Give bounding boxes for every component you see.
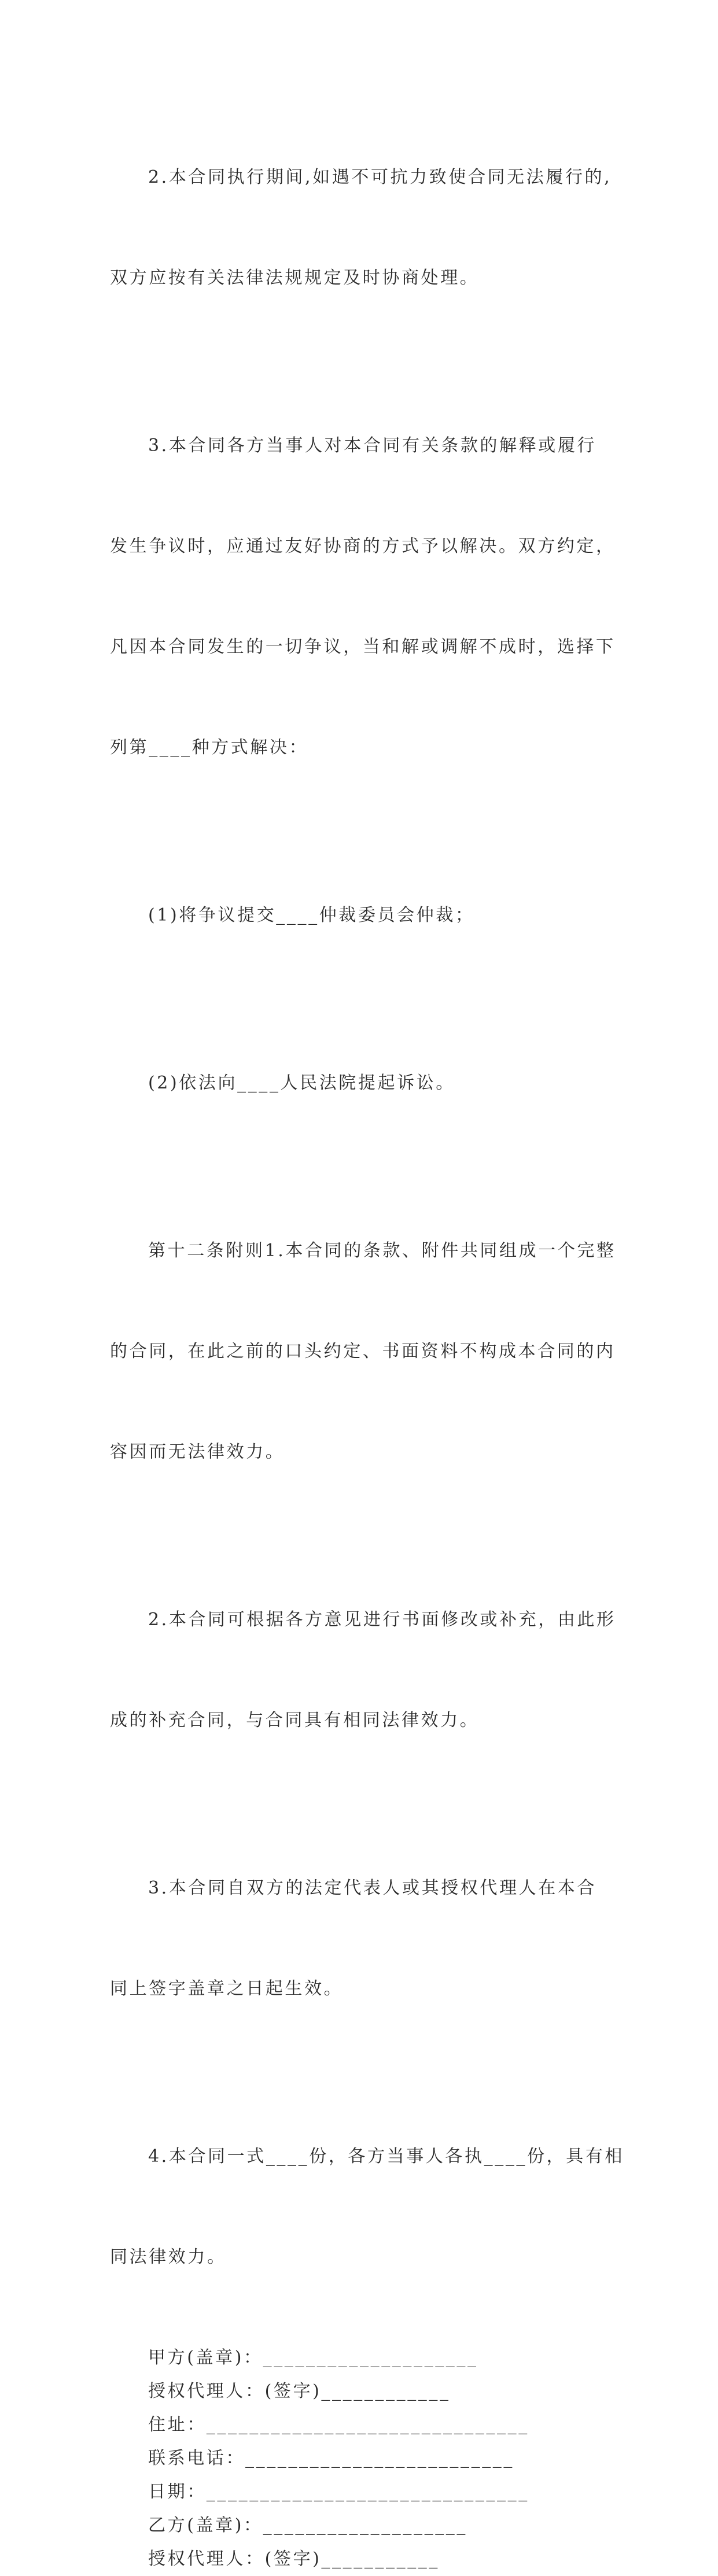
address-field[interactable]: 住址：______________________________: [148, 2415, 529, 2435]
text-line: 的合同，在此之前的口头约定、书面资料不构成本合同的内: [110, 1341, 616, 1361]
text-line: 2.本合同可根据各方意见进行书面修改或补充，由此形: [148, 1610, 616, 1630]
text-line: 同法律效力。: [110, 2247, 227, 2267]
clause-force-majeure: [110, 94, 622, 362]
clause-copies: [110, 2073, 625, 2341]
text-line: 列第____种方式解决：: [110, 737, 309, 758]
text-line: 4.本合同一式____份，各方当事人各执____份，具有相: [148, 2146, 625, 2167]
option-litigation: [110, 999, 622, 1167]
text-line: 凡因本合同发生的一切争议，当和解或调解不成时，选择下: [110, 637, 616, 657]
text-line: (1)将争议提交____仲裁委员会仲裁；: [148, 905, 475, 925]
text-line: 3.本合同各方当事人对本合同有关条款的解释或履行: [148, 436, 597, 456]
party-a-agent-signature-field[interactable]: 授权代理人：(签字)____________: [148, 2381, 451, 2401]
text-line: 第十二条附则1.本合同的条款、附件共同组成一个完整: [148, 1241, 616, 1261]
text-line: 成的补充合同，与合同具有相同法律效力。: [110, 1710, 480, 1730]
text-line: 容因而无法律效力。: [110, 1442, 285, 1462]
party-b-seal-field[interactable]: 乙方(盖章)：___________________: [148, 2515, 468, 2536]
option-arbitration: [110, 832, 622, 999]
party-a-seal-field[interactable]: 甲方(盖章)：____________________: [148, 2348, 478, 2368]
document-page: [110, 94, 625, 2576]
signature-block: [110, 2341, 622, 2576]
clause-dispute-resolution: [110, 362, 622, 832]
text-line: 发生争议时，应通过友好协商的方式予以解决。双方约定，: [110, 536, 616, 556]
clause-effective-date: [110, 1804, 622, 2073]
text-line: (2)依法向____人民法院提起诉讼。: [148, 1073, 455, 1093]
party-b-agent-signature-field[interactable]: 授权代理人：(签字)___________: [148, 2549, 440, 2569]
text-line: 2.本合同执行期间,如遇不可抗力致使合同无法履行的,: [148, 167, 612, 187]
phone-field[interactable]: 联系电话：_________________________: [148, 2448, 514, 2468]
text-line: 3.本合同自双方的法定代表人或其授权代理人在本合: [148, 1878, 597, 1898]
clause-amendment: [110, 1536, 622, 1804]
text-line: 同上签字盖章之日起生效。: [110, 1979, 344, 1999]
clause-supplementary: [110, 1167, 622, 1536]
text-line: 双方应按有关法律法规规定及时协商处理。: [110, 268, 480, 288]
date-field[interactable]: 日期：______________________________: [148, 2482, 529, 2502]
